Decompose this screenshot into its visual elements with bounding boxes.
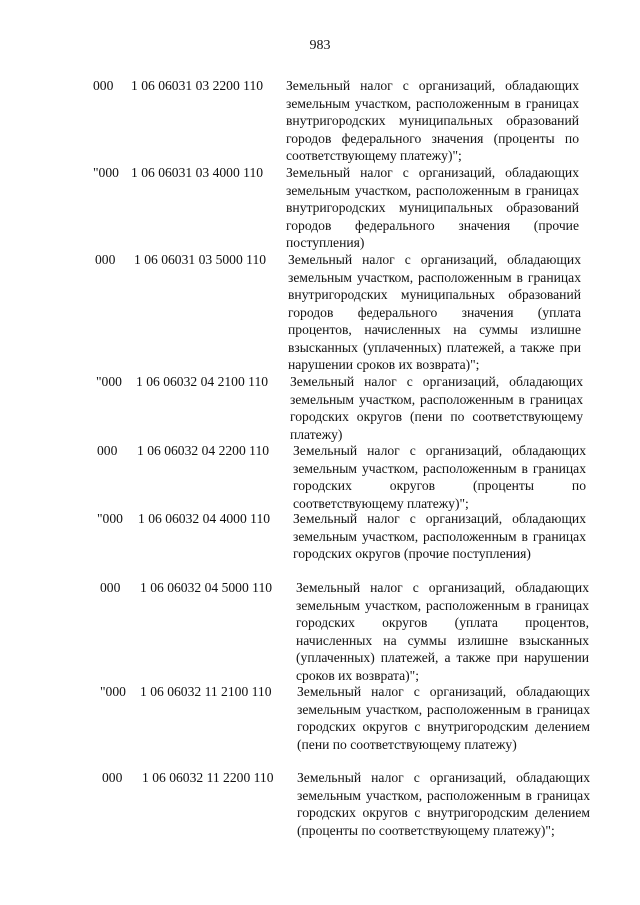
entry-description: Земельный налог с организаций, обладающих земельным участком, расположенным в границах внутригородских муниципальных образований городов федерального значения (прочие поступления) [286,165,579,250]
page-number: 983 [309,38,331,53]
entry-kbk: 1 06 06032 04 2200 110 [137,443,270,458]
entry-code: "000 [96,374,122,389]
entry-kbk: 1 06 06032 11 2100 110 [140,684,272,699]
entry-description: Земельный налог с организаций, обладающих земельным участком, расположенным в границах городских округов (прочие поступления) [293,511,586,561]
entry-kbk: 1 06 06031 03 2200 110 [131,78,264,93]
entry-kbk: 1 06 06032 11 2200 110 [142,770,274,785]
entry-description: Земельный налог с организаций, обладающих земельным участком, расположенным в границах внутригородских муниципальных образований городов федерального значения (проценты по соответствующему платежу)"; [286,78,579,163]
entry-description: Земельный налог с организаций, обладающих земельным участком, расположенным в границах городских округов (уплата процентов, начисленных на суммы излишне взысканных (уплаченных) платежей, а также при нарушении сроков их возврата)"; [296,580,589,683]
entry-code: 000 [102,770,123,785]
entry-kbk: 1 06 06031 03 5000 110 [134,252,267,267]
entry-description: Земельный налог с организаций, обладающих земельным участком, расположенным в границах городских округов с внутригородским делением (пени по соответствующему платежу) [297,684,590,752]
entry-code: 000 [95,252,116,267]
entry-kbk: 1 06 06032 04 2100 110 [136,374,269,389]
entry-description: Земельный налог с организаций, обладающих земельным участком, расположенным в границах городских округов (пени по соответствующему платежу) [290,374,583,442]
entry-code: "000 [93,165,119,180]
entry-code: "000 [97,511,123,526]
entry-code: 000 [100,580,121,595]
entry-kbk: 1 06 06032 04 4000 110 [138,511,271,526]
entry-description: Земельный налог с организаций, обладающих земельным участком, расположенным в границах городских округов с внутригородским делением (проценты по соответствующему платежу)"; [297,770,590,838]
entry-code: 000 [93,78,114,93]
entry-kbk: 1 06 06032 04 5000 110 [140,580,273,595]
entry-description: Земельный налог с организаций, обладающих земельным участком, расположенным в границах городских округов (проценты по соответствующему платежу)"; [293,443,586,511]
entry-code: "000 [100,684,126,699]
entry-description: Земельный налог с организаций, обладающих земельным участком, расположенным в границах внутригородских муниципальных образований городов федерального значения (уплата процентов, начисленных на суммы излишне взысканных (уплаченных) платежей, а также при нарушении сроков их возврата)"; [288,252,581,372]
entry-code: 000 [97,443,118,458]
entry-kbk: 1 06 06031 03 4000 110 [131,165,264,180]
